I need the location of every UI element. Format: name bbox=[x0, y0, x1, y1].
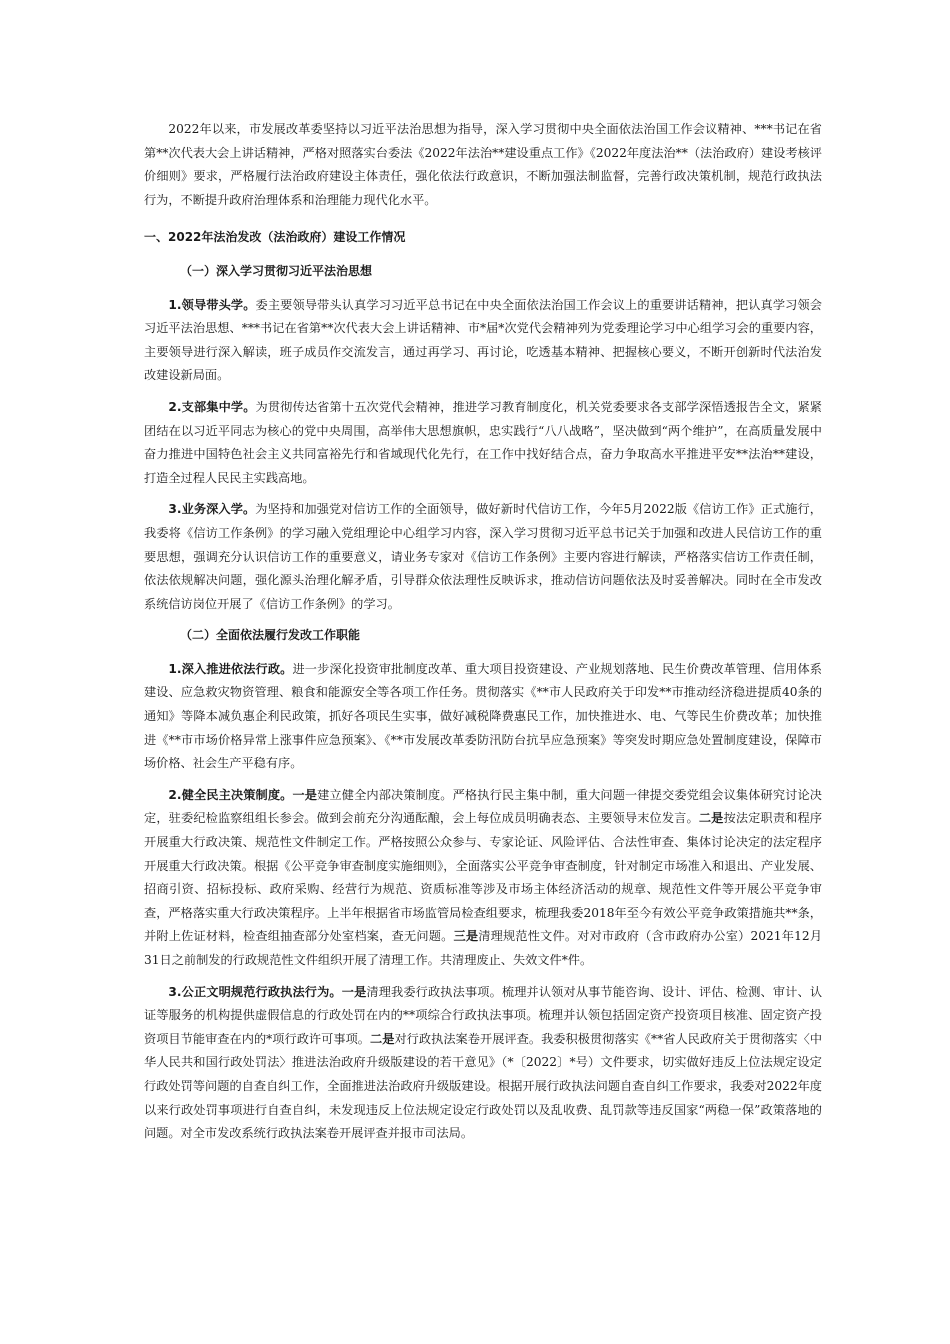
paragraph-text: 为贯彻传达省第十五次党代会精神，推进学习教育制度化，机关党委要求各支部学深悟透报告全文，紧紧团结在以习近平同志为核心的党中央周围，高举伟大思想旗帜，忠实践行“八八战略”，坚决做到“两个维护”，在高质量发展中奋力推进中国特色社会主义共同富裕先行和省域现代化先行，在工作中找好结合点，奋力争取高水平推进平安**法治**建设，打造全过程人民民主实践高地。 bbox=[144, 399, 822, 485]
paragraph-leadership-study bbox=[144, 294, 822, 388]
paragraph-text: 对行政执法案卷开展评查。我委积极贯彻落实《**省人民政府关于贯彻落实〈中华人民共和国行政处罚法〉推进法治政府升级版建设的若干意见》（*〔2022〕*号）文件要求，切实做好违反上位法规定设定行政处罚等问题的自查自纠工作，全面推进法治政府升级版建设。根据开展行政执法问题自查自纠工作要求，我委对2022年度以来行政处罚事项进行自查自纠，未发现违反上位法规定设定行政处罚以及乱收费、乱罚款等违反国家“两稳一保”政策落地的问题。对全市发改系统行政执法案卷开展评查并报市司法局。 bbox=[144, 1031, 823, 1141]
point-marker: 一是 bbox=[341, 984, 367, 999]
paragraph-lead: 1.领导带头学。 bbox=[168, 297, 256, 312]
paragraph-law-enforcement bbox=[144, 981, 822, 1146]
subsection-heading-2: （二）全面依法履行发改工作职能 bbox=[180, 628, 361, 643]
point-marker: 二是 bbox=[370, 1031, 395, 1046]
paragraph-text: 进一步深化投资审批制度改革、重大项目投资建设、产业规划落地、民生价费改革管理、信用体系建设、应急救灾物资管理、粮食和能源安全等各项工作任务。贯彻落实《**市人民政府关于印发**市推动经济稳进提质40条的通知》等降本减负惠企利民政策，抓好各项民生实事，做好减税降费惠民工作，加快推进水、电、气等民生价费改革；加快推进《**市市场价格异常上涨事件应急预案》、《**市发展改革委防汛防台抗旱应急预案》等突发时期应急处置制度建设，保障市场价格、社会生产平稳有序。 bbox=[144, 661, 822, 771]
paragraph-lead: 3.业务深入学。 bbox=[168, 502, 256, 517]
paragraph-text: 建立健全内部决策制度。严格执行民主集中制，重大问题一律提交委党组会议集体研究讨论决定，驻委纪检监察组组长参会。做到会前充分沟通酝酿，会上每位成员明确表态、主要领导末位发言。 bbox=[144, 787, 822, 826]
point-marker: 二是 bbox=[698, 811, 724, 826]
section-heading-1: 一、2022年法治发改（法治政府）建设工作情况 bbox=[144, 230, 406, 245]
paragraph-lead: 2.健全民主决策制度。 bbox=[168, 787, 293, 802]
paragraph-democratic-decision bbox=[144, 784, 822, 973]
intro-paragraph: 2022年以来，市发展改革委坚持以习近平法治思想为指导，深入学习贯彻中央全面依法治国工作会议精神、***书记在省第**次代表大会上讲话精神，严格对照落实台委法《2022年法治**建设重点工作》《2022年度法治**（法治政府）建设考核评价细则》要求，严格履行法治政府建设主体责任，强化依法行政意识，不断加强法制监督，完善行政决策机制，规范行政执法行为，不断提升政府治理体系和治理能力现代化水平。 bbox=[144, 122, 822, 207]
point-marker: 一是 bbox=[292, 787, 318, 802]
paragraph-text: 委主要领导带头认真学习习近平总书记在中央全面依法治国工作会议上的重要讲话精神，把认真学习领会习近平法治思想、***书记在省第**次代表大会上讲话精神、市*届*次党代会精神列为党委理论学习中心组学习会的重要内容，主要领导进行深入解读，班子成员作交流发言，通过再学习、再讨论，吃透基本精神、把握核心要义，不断开创新时代法治发改建设新局面。 bbox=[144, 297, 822, 383]
paragraph-law-administration bbox=[144, 658, 822, 776]
point-marker: 三是 bbox=[453, 929, 479, 944]
paragraph-lead: 1.深入推进依法行政。 bbox=[168, 661, 293, 676]
paragraph-text: 为坚持和加强党对信访工作的全面领导，做好新时代信访工作，今年5月2022版《信访工作》正式施行，我委将《信访工作条例》的学习融入党组理论中心组学习内容，深入学习贯彻习近平总书记关于加强和改进人民信访工作的重要思想，强调充分认识信访工作的重要意义，请业务专家对《信访工作条例》主要内容进行解读，严格落实信访工作责任制，依法依规解决问题，强化源头治理化解矛盾，引导群众依法理性反映诉求，推动信访问题依法及时妥善解决。同时在全市发改系统信访岗位开展了《信访工作条例》的学习。 bbox=[144, 502, 822, 611]
paragraph-lead: 3.公正文明规范行政执法行为。 bbox=[168, 984, 342, 999]
subsection-heading-1: （一）深入学习贯彻习近平法治思想 bbox=[180, 263, 373, 278]
paragraph-text: 清理规范性文件。对对市政府（含市政府办公室）2021年12月31日之前制发的行政规范性文件组织开展了清理工作。共清理废止、失效文件*件。 bbox=[144, 929, 823, 967]
paragraph-text: 清理我委行政执法事项。梳理并认领对从事节能咨询、设计、评估、检测、审计、认证等服务的机构提供虚假信息的行政处罚在内的**项综合行政执法事项。梳理并认领包括固定资产投资项目核准、固定资产投资项目节能审查在内的*项行政许可事项。 bbox=[144, 984, 823, 1046]
paragraph-business-study bbox=[144, 498, 822, 616]
paragraph-branch-study bbox=[144, 396, 822, 490]
paragraph-lead: 2.支部集中学。 bbox=[168, 399, 256, 414]
paragraph-text: 按法定职责和程序开展重大行政决策、规范性文件制定工作。严格按照公众参与、专家论证、风险评估、合法性审查、集体讨论决定的法定程序开展重大行政决策。根据《公平竞争审查制度实施细则》，全面落实公平竞争审查制度，针对制定市场准入和退出、产业发展、招商引资、招标投标、政府采购、经营行为规范、资质标准等涉及市场主体经济活动的规章、规范性文件等开展公平竞争审查，严格落实重大行政决策程序。上半年根据省市场监管局检查组要求，梳理我委2018年至今有效公平竞争政策措施共**条，并附上佐证材料，检查组抽查部分处室档案，查无问题。 bbox=[144, 811, 823, 944]
